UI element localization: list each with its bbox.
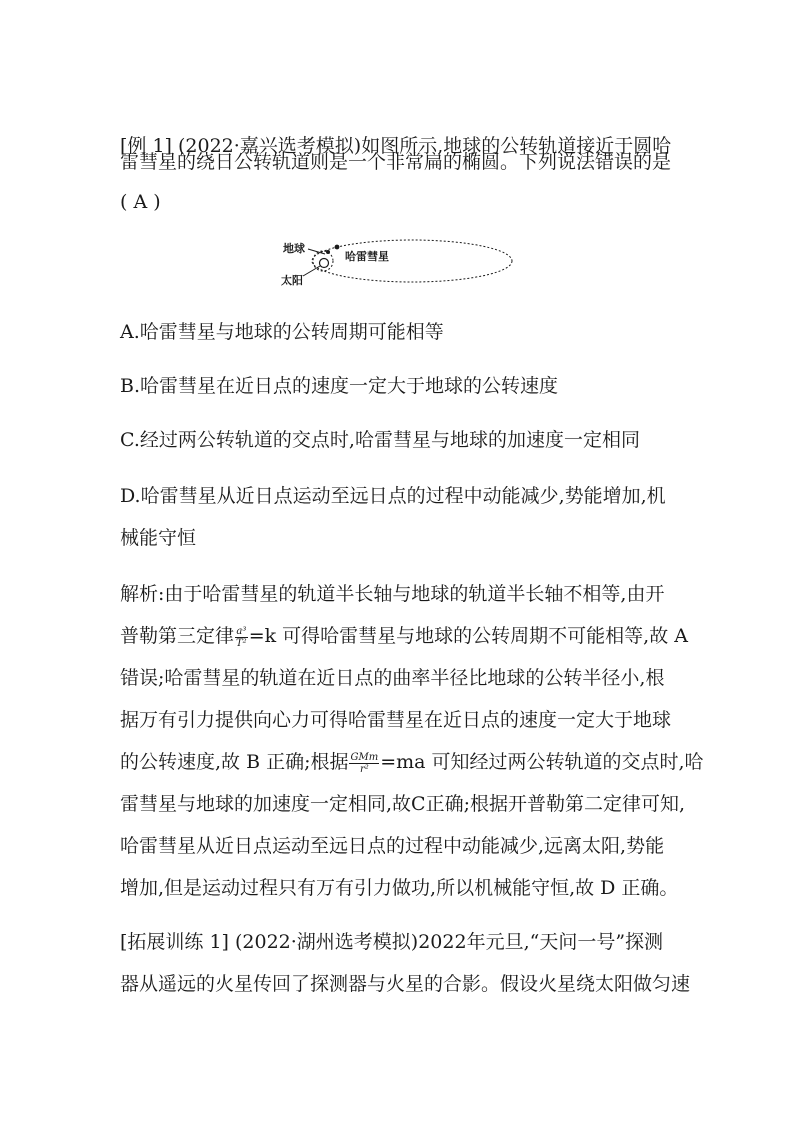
orbit-diagram — [270, 232, 520, 294]
kepler-fraction — [235, 626, 248, 649]
analysis-line-2-post: =k 可得哈雷彗星与地球的公转周期不可能相等,故 A — [248, 625, 688, 647]
example-line-2: 雷彗星的绕日公转轨道则是一个非常扁的椭圆。下列说法错误的是 — [120, 151, 672, 173]
option-a: A.哈雷彗星与地球的公转周期可能相等 — [120, 321, 444, 343]
analysis-line-2 — [120, 624, 688, 649]
answer-bracket: ( A ) — [120, 191, 161, 213]
analysis-line-6: 雷彗星与地球的加速度一定相同,故C正确;根据开普勒第二定律可知, — [120, 793, 686, 815]
analysis-line-4: 据万有引力提供向心力可得哈雷彗星在近日点的速度一定大于地球 — [120, 709, 672, 731]
analysis-line-2-pre: 普勒第三定律 — [120, 625, 235, 647]
comet-dot-icon — [335, 245, 340, 250]
example-line-1: [例 1] (2022·嘉兴选考模拟)如图所示,地球的公转轨道接近于圆哈 — [120, 135, 672, 157]
earth-dot-icon — [326, 250, 330, 254]
option-d-line-1: D.哈雷彗星从近日点运动至远日点的过程中动能减少,势能增加,机 — [120, 485, 666, 507]
analysis-line-5-pre: 的公转速度,故 B 正确;根据 — [120, 751, 349, 773]
sun-icon — [320, 259, 329, 268]
gravity-fraction-numerator: GMm — [350, 751, 379, 763]
analysis-line-5 — [120, 750, 704, 775]
orbit-figure — [270, 232, 520, 294]
comet-label: 哈雷彗星 — [345, 250, 389, 263]
training-line-1: [拓展训练 1] (2022·湖州选考模拟)2022年元旦,“天问一号”探测 — [120, 931, 664, 953]
option-b: B.哈雷彗星在近日点的速度一定大于地球的公转速度 — [120, 375, 559, 397]
analysis-line-3: 错误;哈雷彗星的轨道在近日点的曲率半径比地球的公转半径小,根 — [120, 667, 665, 689]
sun-label: 太阳 — [281, 274, 303, 287]
training-line-2: 器从遥远的火星传回了探测器与火星的合影。假设火星绕太阳做匀速 — [120, 973, 691, 995]
analysis-line-8: 增加,但是运动过程只有万有引力做功,所以机械能守恒,故 D 正确。 — [120, 877, 679, 899]
analysis-line-1: 解析:由于哈雷彗星的轨道半长轴与地球的轨道半长轴不相等,由开 — [120, 583, 665, 605]
earth-label: 地球 — [283, 242, 305, 255]
analysis-line-5-post: =ma 可知经过两公转轨道的交点时,哈 — [380, 751, 704, 773]
option-d-line-2: 械能守恒 — [120, 527, 197, 549]
option-c: C.经过两公转轨道的交点时,哈雷彗星与地球的加速度一定相同 — [120, 429, 640, 451]
kepler-fraction-numerator: a³ — [236, 625, 247, 637]
kepler-fraction-denominator: T² — [236, 637, 247, 649]
gravity-fraction — [349, 752, 379, 775]
gravity-fraction-denominator: r² — [359, 763, 369, 775]
sun-pointer — [303, 266, 320, 276]
comet-orbit — [312, 240, 512, 282]
analysis-line-7: 哈雷彗星从近日点运动至远日点的过程中动能减少,远离太阳,势能 — [120, 835, 665, 857]
